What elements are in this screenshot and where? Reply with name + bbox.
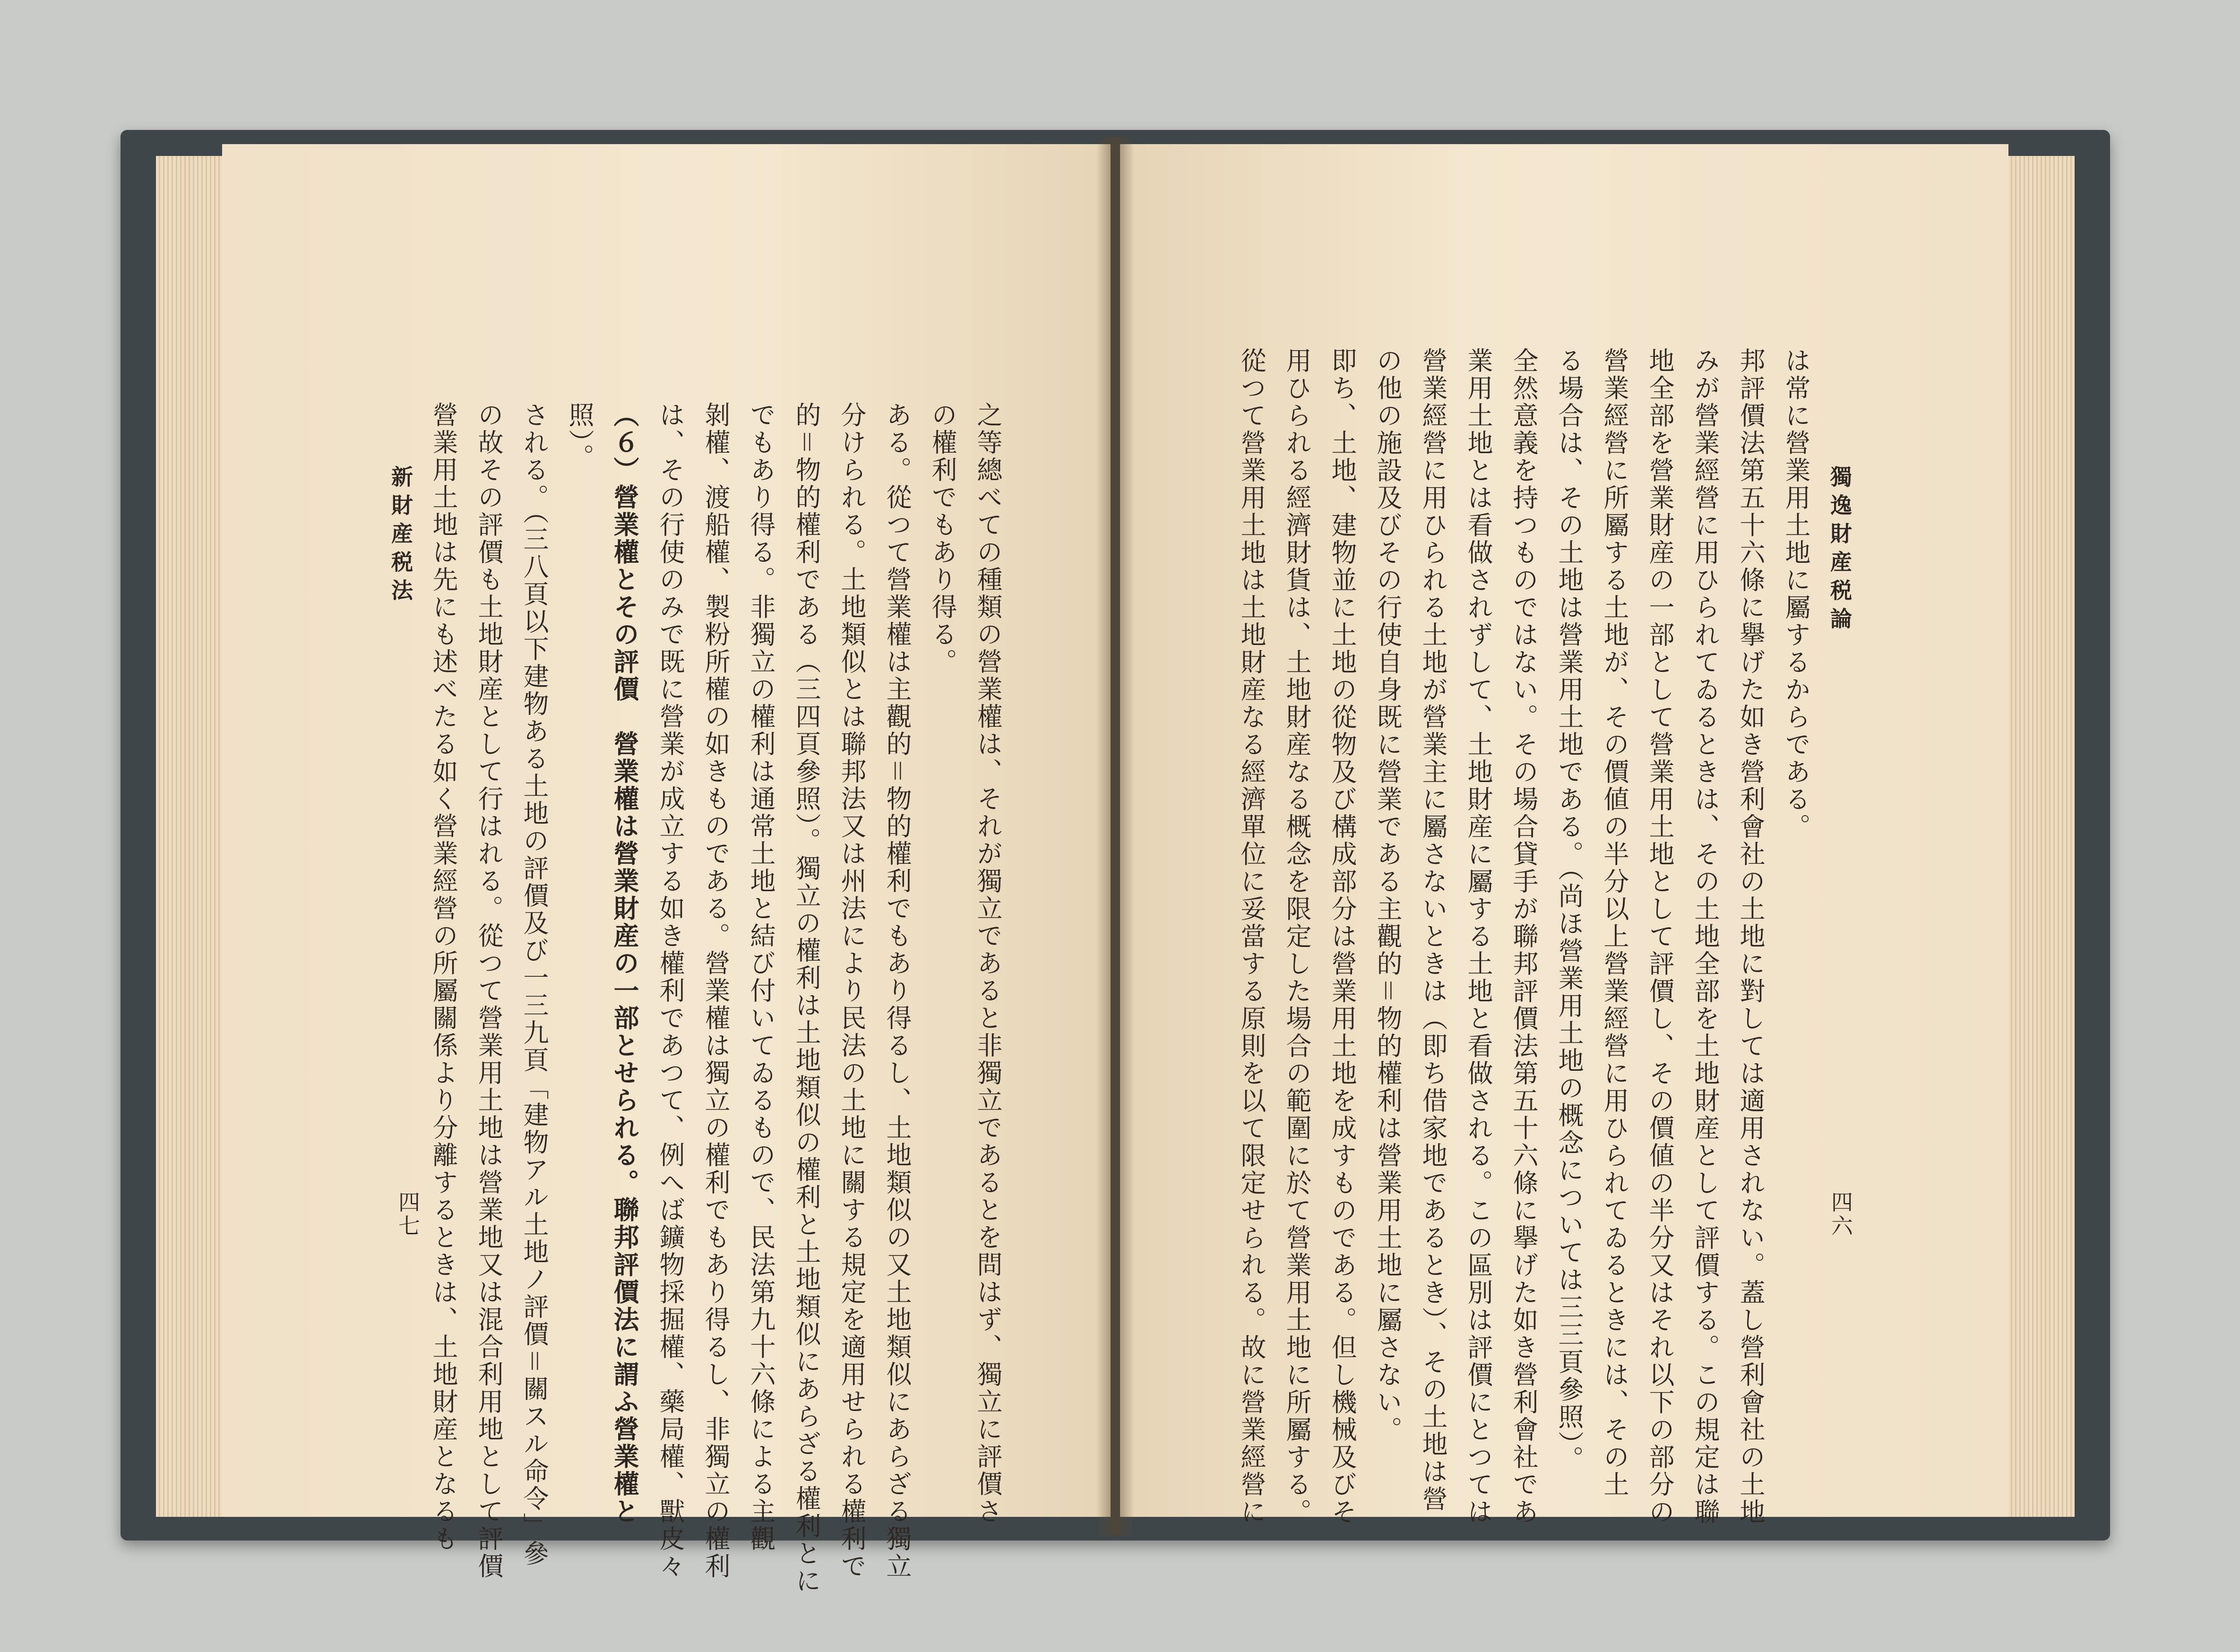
text-column: みが營業經營に用ひられてゐるときは、その土地全部を土地財産として評價する。この規定は聯 bbox=[1690, 347, 1720, 1526]
page-number-left: 四七 bbox=[395, 1191, 421, 1238]
text-column: 照）。 bbox=[565, 402, 594, 471]
page-edges-left bbox=[156, 156, 227, 1517]
text-column: 用ひられる經濟財貨は、土地財産なる概念を限定した場合の範圍に於て營業用土地に所屬する。 bbox=[1282, 347, 1312, 1526]
running-header-title: 獨逸財産税論 bbox=[1827, 465, 1852, 636]
section-heading-column: （６）營業權とその評價 營業權は營業財産の一部とせられる。聯邦評價法に謂ふ營業權と bbox=[610, 402, 640, 1525]
text-column: 業用土地とは看做されずして、土地財産に屬する土地と看做される。この區別は評價にとつては bbox=[1464, 347, 1493, 1526]
left-page-text bbox=[421, 402, 1010, 1595]
text-column: 地全部を營業財産の一部として營業用土地として評價し、その價値の半分又はそれ以下の部分の bbox=[1645, 347, 1675, 1526]
text-column: 剝權、渡船權、製粉所權の如きものである。營業權は獨立の權利でもあり得るし、非獨立の權利 bbox=[701, 402, 731, 1580]
text-column: 分けられる。土地類似とは聯邦法又は州法により民法の土地に關する規定を適用せられる權利で bbox=[837, 402, 867, 1580]
text-column: される。（三八頁以下建物ある土地の評價及び一三九頁「建物アル土地ノ評價＝關スル命令」參 bbox=[519, 402, 549, 1567]
text-column: ある。從つて營業權は主觀的＝物的權利でもあり得るし、土地類似の又土地類似にあらざる獨立 bbox=[882, 402, 912, 1580]
text-column: でもあり得る。非獨立の權利は通常土地と結び付いてゐるもので、民法第九十六條による主觀 bbox=[746, 402, 776, 1553]
page-edges-right bbox=[2004, 156, 2075, 1517]
text-column: 營業經營に所屬する土地が、その價値の半分以上營業經營に用ひられてゐるときには、その土 bbox=[1600, 347, 1629, 1498]
text-column: 營業經營に用ひられる土地が營業主に屬さないときは（即ち借家地であるとき）、その土地は營 bbox=[1418, 347, 1448, 1513]
text-column: 全然意義を持つものではない。その場合貸手が聯邦評價法第五十六條に擧げた如き營利會社であ bbox=[1509, 347, 1539, 1526]
page-number-right: 四六 bbox=[1828, 1191, 1853, 1238]
text-column: 的＝物的權利である（三四頁參照）。獨立の權利は土地類似の權利と土地類似にあらざる權利とに bbox=[792, 402, 821, 1595]
text-column: 之等總べての種類の營業權は、それが獨立であると非獨立であるとを問はず、獨立に評價さ bbox=[973, 402, 1003, 1525]
book-gutter bbox=[1096, 137, 1134, 1536]
text-column: 即ち、土地、建物並に土地の從物及び構成部分は營業用土地を成すものである。但し機械及びそ bbox=[1327, 347, 1357, 1526]
running-footer-title: 新財産税法 bbox=[388, 465, 414, 607]
text-column: の故その評價も土地財産として行はれる。從つて營業用土地は營業地又は混合利用地として評價 bbox=[474, 402, 504, 1580]
text-column: 營業用土地は先にも述べたる如く營業經營の所屬關係より分離するときは、土地財産となるも bbox=[429, 402, 458, 1553]
text-column: の權利でもあり得る。 bbox=[928, 402, 957, 676]
text-column: は、その行使のみで既に營業が成立する如き權利であつて、例へば鑛物採掘權、藥局權、獸皮々 bbox=[655, 402, 685, 1580]
text-column: の他の施設及びその行使自身既に營業である主觀的＝物的權利は營業用土地に屬さない。 bbox=[1373, 347, 1403, 1444]
text-column: は常に營業用土地に屬するからである。 bbox=[1781, 347, 1811, 841]
text-column: 從つて營業用土地は土地財産なる經濟單位に妥當する原則を以て限定せられる。故に營業經營に bbox=[1237, 347, 1266, 1526]
right-page-text bbox=[1229, 347, 1818, 1526]
text-column: 邦評價法第五十六條に擧げた如き營利會社の土地に對しては適用されない。蓋し營利會社の土地 bbox=[1736, 347, 1766, 1526]
text-column: る場合は、その土地は營業用土地である。（尚ほ營業用土地の概念については三三頁參照）。 bbox=[1554, 347, 1584, 1473]
